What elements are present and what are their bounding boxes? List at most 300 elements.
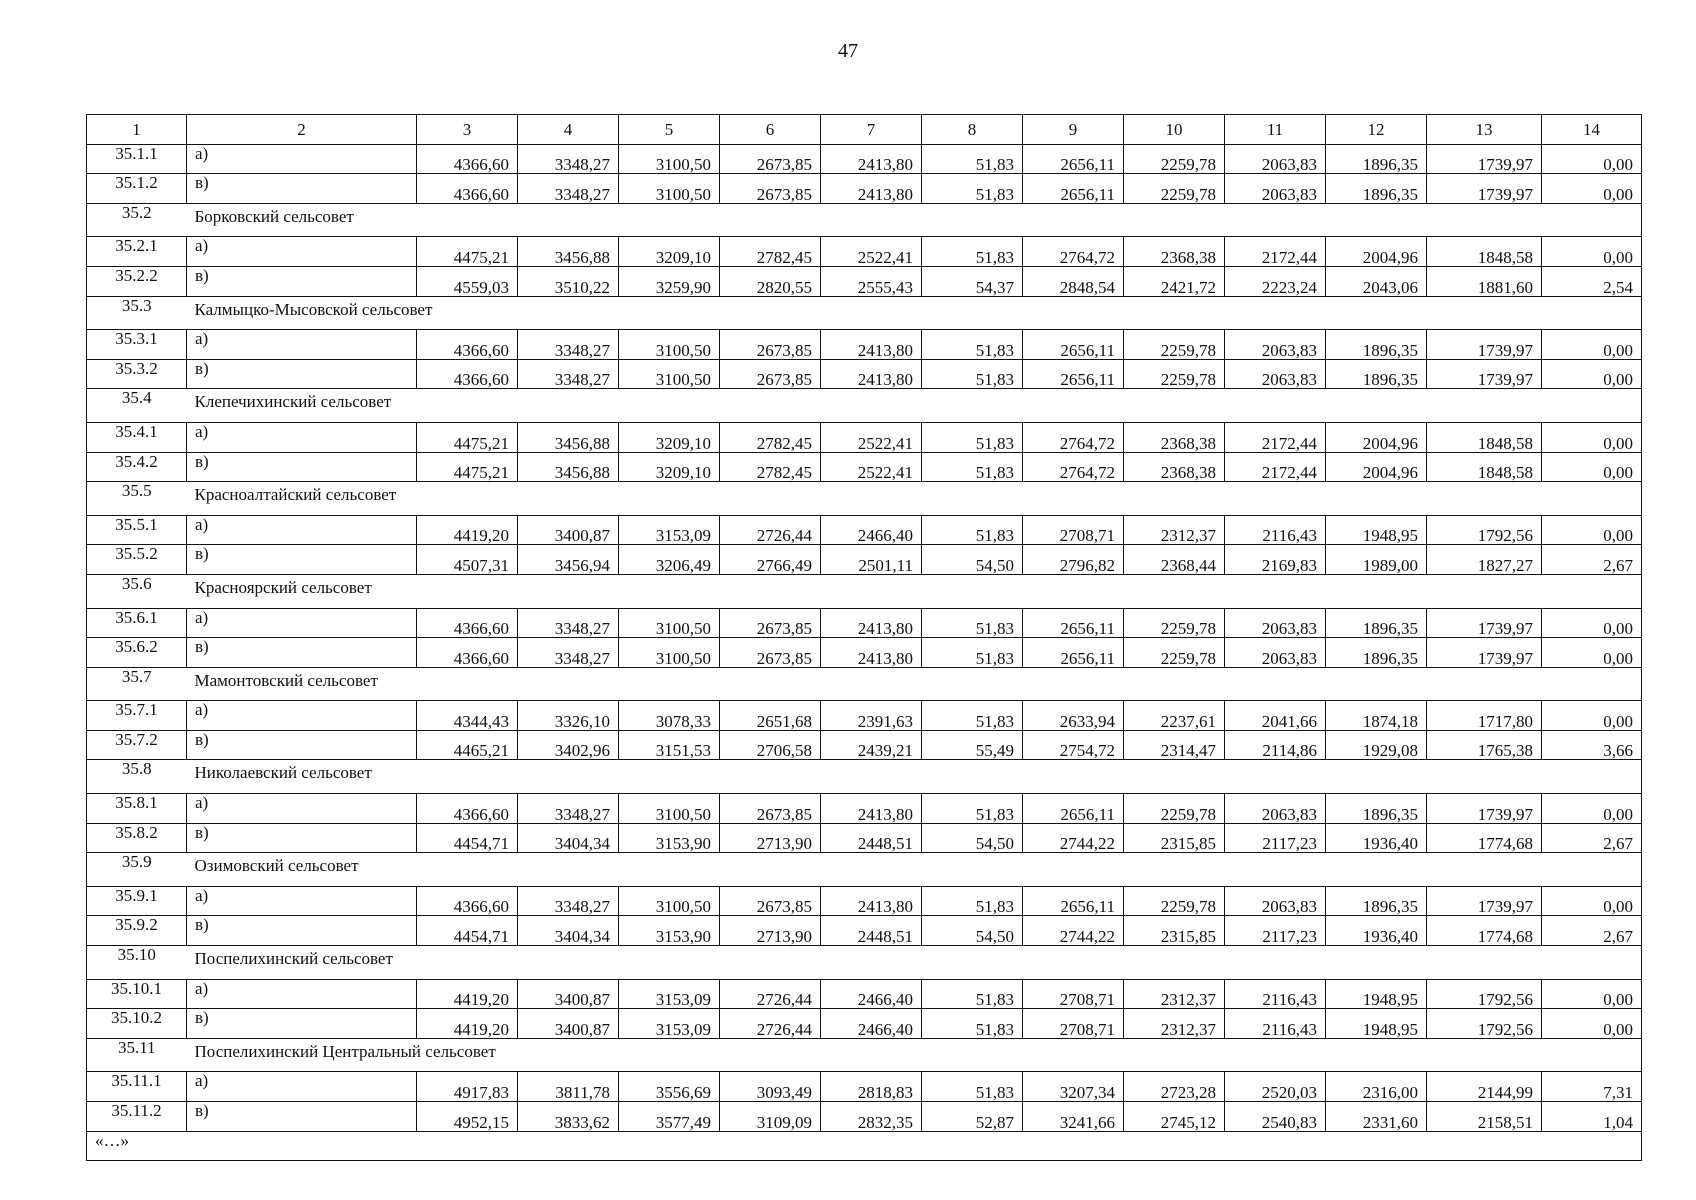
value-cell: 2466,40 bbox=[821, 1009, 922, 1039]
value-cell: 4419,20 bbox=[417, 515, 518, 545]
header-cell: 3 bbox=[417, 115, 518, 145]
row-label: в) bbox=[187, 823, 417, 853]
value-cell: 1874,18 bbox=[1326, 701, 1427, 731]
value-cell: 2041,66 bbox=[1225, 701, 1326, 731]
value-cell: 2754,72 bbox=[1023, 730, 1124, 760]
section-title: Поспелихинский сельсовет bbox=[187, 946, 1642, 980]
section-row bbox=[87, 853, 1642, 887]
value-cell: 2522,41 bbox=[821, 452, 922, 482]
value-cell: 1948,95 bbox=[1326, 979, 1427, 1009]
value-cell: 2782,45 bbox=[720, 237, 821, 267]
value-cell: 2,67 bbox=[1542, 545, 1642, 575]
value-cell: 2331,60 bbox=[1326, 1102, 1427, 1132]
table-row bbox=[87, 730, 1642, 760]
value-cell: 1739,97 bbox=[1427, 144, 1542, 174]
value-cell: 3100,50 bbox=[619, 174, 720, 204]
value-cell: 1774,68 bbox=[1427, 916, 1542, 946]
value-cell: 2713,90 bbox=[720, 823, 821, 853]
value-cell: 3153,09 bbox=[619, 979, 720, 1009]
section-row bbox=[87, 389, 1642, 423]
value-cell: 1896,35 bbox=[1326, 174, 1427, 204]
value-cell: 2723,28 bbox=[1124, 1072, 1225, 1102]
row-label: а) bbox=[187, 979, 417, 1009]
table-row bbox=[87, 237, 1642, 267]
value-cell: 2063,83 bbox=[1225, 174, 1326, 204]
value-cell: 51,83 bbox=[922, 638, 1023, 668]
value-cell: 4419,20 bbox=[417, 1009, 518, 1039]
row-label: а) bbox=[187, 144, 417, 174]
value-cell: 3100,50 bbox=[619, 608, 720, 638]
value-cell: 51,83 bbox=[922, 1072, 1023, 1102]
row-label: а) bbox=[187, 608, 417, 638]
section-title: Красноярский сельсовет bbox=[187, 574, 1642, 608]
value-cell: 4366,60 bbox=[417, 638, 518, 668]
value-cell: 2421,72 bbox=[1124, 266, 1225, 296]
value-cell: 2673,85 bbox=[720, 174, 821, 204]
table-row bbox=[87, 1102, 1642, 1132]
value-cell: 2063,83 bbox=[1225, 638, 1326, 668]
row-label: в) bbox=[187, 1009, 417, 1039]
value-cell: 51,83 bbox=[922, 452, 1023, 482]
row-code: 35.1.1 bbox=[87, 144, 187, 174]
value-cell: 1848,58 bbox=[1427, 422, 1542, 452]
value-cell: 4344,43 bbox=[417, 701, 518, 731]
value-cell: 51,83 bbox=[922, 359, 1023, 389]
value-cell: 54,50 bbox=[922, 916, 1023, 946]
header-cell: 1 bbox=[87, 115, 187, 145]
value-cell: 2522,41 bbox=[821, 237, 922, 267]
row-code: 35.5.2 bbox=[87, 545, 187, 575]
value-cell: 4507,31 bbox=[417, 545, 518, 575]
table-row bbox=[87, 886, 1642, 916]
value-cell: 2312,37 bbox=[1124, 1009, 1225, 1039]
header-cell: 11 bbox=[1225, 115, 1326, 145]
value-cell: 2413,80 bbox=[821, 608, 922, 638]
value-cell: 2656,11 bbox=[1023, 886, 1124, 916]
header-cell: 7 bbox=[821, 115, 922, 145]
row-label: в) bbox=[187, 266, 417, 296]
value-cell: 2448,51 bbox=[821, 823, 922, 853]
value-cell: 3153,90 bbox=[619, 823, 720, 853]
value-cell: 4465,21 bbox=[417, 730, 518, 760]
value-cell: 0,00 bbox=[1542, 886, 1642, 916]
value-cell: 3577,49 bbox=[619, 1102, 720, 1132]
value-cell: 4475,21 bbox=[417, 422, 518, 452]
value-cell: 1896,35 bbox=[1326, 638, 1427, 668]
value-cell: 2259,78 bbox=[1124, 359, 1225, 389]
value-cell: 2520,03 bbox=[1225, 1072, 1326, 1102]
value-cell: 3100,50 bbox=[619, 794, 720, 824]
row-code: 35.10.2 bbox=[87, 1009, 187, 1039]
row-code: 35.3.1 bbox=[87, 330, 187, 360]
value-cell: 2555,43 bbox=[821, 266, 922, 296]
value-cell: 0,00 bbox=[1542, 237, 1642, 267]
value-cell: 2,67 bbox=[1542, 823, 1642, 853]
value-cell: 4366,60 bbox=[417, 886, 518, 916]
value-cell: 4419,20 bbox=[417, 979, 518, 1009]
value-cell: 2413,80 bbox=[821, 330, 922, 360]
value-cell: 1948,95 bbox=[1326, 1009, 1427, 1039]
value-cell: 2063,83 bbox=[1225, 794, 1326, 824]
value-cell: 1739,97 bbox=[1427, 330, 1542, 360]
value-cell: 1848,58 bbox=[1427, 237, 1542, 267]
value-cell: 2413,80 bbox=[821, 638, 922, 668]
value-cell: 2782,45 bbox=[720, 452, 821, 482]
value-cell: 3556,69 bbox=[619, 1072, 720, 1102]
value-cell: 3400,87 bbox=[518, 979, 619, 1009]
header-cell: 13 bbox=[1427, 115, 1542, 145]
value-cell: 51,83 bbox=[922, 422, 1023, 452]
table-row bbox=[87, 794, 1642, 824]
value-cell: 1936,40 bbox=[1326, 916, 1427, 946]
row-code: 35.4 bbox=[87, 389, 187, 423]
row-label: в) bbox=[187, 1102, 417, 1132]
section-row bbox=[87, 1038, 1642, 1072]
value-cell: 2708,71 bbox=[1023, 979, 1124, 1009]
value-cell: 3207,34 bbox=[1023, 1072, 1124, 1102]
value-cell: 2316,00 bbox=[1326, 1072, 1427, 1102]
value-cell: 4366,60 bbox=[417, 359, 518, 389]
value-cell: 3348,27 bbox=[518, 608, 619, 638]
value-cell: 0,00 bbox=[1542, 979, 1642, 1009]
value-cell: 2726,44 bbox=[720, 1009, 821, 1039]
value-cell: 2673,85 bbox=[720, 608, 821, 638]
value-cell: 3348,27 bbox=[518, 330, 619, 360]
value-cell: 3456,94 bbox=[518, 545, 619, 575]
row-code: 35.8.1 bbox=[87, 794, 187, 824]
value-cell: 2413,80 bbox=[821, 794, 922, 824]
value-cell: 3326,10 bbox=[518, 701, 619, 731]
row-code: 35.5.1 bbox=[87, 515, 187, 545]
section-row bbox=[87, 946, 1642, 980]
section-title: Озимовский сельсовет bbox=[187, 853, 1642, 887]
value-cell: 3100,50 bbox=[619, 886, 720, 916]
value-cell: 2368,38 bbox=[1124, 422, 1225, 452]
table-row bbox=[87, 452, 1642, 482]
value-cell: 1717,80 bbox=[1427, 701, 1542, 731]
value-cell: 1792,56 bbox=[1427, 515, 1542, 545]
value-cell: 0,00 bbox=[1542, 359, 1642, 389]
table-row bbox=[87, 1009, 1642, 1039]
row-label: а) bbox=[187, 794, 417, 824]
value-cell: 2764,72 bbox=[1023, 452, 1124, 482]
value-cell: 0,00 bbox=[1542, 701, 1642, 731]
value-cell: 2673,85 bbox=[720, 330, 821, 360]
value-cell: 51,83 bbox=[922, 701, 1023, 731]
section-title: Николаевский сельсовет bbox=[187, 760, 1642, 794]
value-cell: 2656,11 bbox=[1023, 174, 1124, 204]
value-cell: 2745,12 bbox=[1124, 1102, 1225, 1132]
value-cell: 2312,37 bbox=[1124, 515, 1225, 545]
value-cell: 1739,97 bbox=[1427, 174, 1542, 204]
value-cell: 2413,80 bbox=[821, 144, 922, 174]
value-cell: 54,37 bbox=[922, 266, 1023, 296]
section-row bbox=[87, 760, 1642, 794]
value-cell: 2315,85 bbox=[1124, 916, 1225, 946]
table-row bbox=[87, 979, 1642, 1009]
value-cell: 3404,34 bbox=[518, 916, 619, 946]
value-cell: 2651,68 bbox=[720, 701, 821, 731]
value-cell: 2540,83 bbox=[1225, 1102, 1326, 1132]
row-code: 35.11 bbox=[87, 1038, 187, 1072]
value-cell: 51,83 bbox=[922, 144, 1023, 174]
section-title: Калмыцко-Мысовской сельсовет bbox=[187, 296, 1642, 330]
value-cell: 1792,56 bbox=[1427, 1009, 1542, 1039]
value-cell: 2820,55 bbox=[720, 266, 821, 296]
row-code: 35.10 bbox=[87, 946, 187, 980]
value-cell: 2848,54 bbox=[1023, 266, 1124, 296]
value-cell: 2656,11 bbox=[1023, 359, 1124, 389]
row-label: в) bbox=[187, 174, 417, 204]
value-cell: 2,54 bbox=[1542, 266, 1642, 296]
value-cell: 2259,78 bbox=[1124, 886, 1225, 916]
value-cell: 1739,97 bbox=[1427, 359, 1542, 389]
value-cell: 2713,90 bbox=[720, 916, 821, 946]
value-cell: 51,83 bbox=[922, 1009, 1023, 1039]
value-cell: 0,00 bbox=[1542, 608, 1642, 638]
value-cell: 2259,78 bbox=[1124, 638, 1225, 668]
header-cell: 6 bbox=[720, 115, 821, 145]
value-cell: 2413,80 bbox=[821, 886, 922, 916]
value-cell: 0,00 bbox=[1542, 638, 1642, 668]
value-cell: 2413,80 bbox=[821, 174, 922, 204]
table-row bbox=[87, 1072, 1642, 1102]
value-cell: 2764,72 bbox=[1023, 237, 1124, 267]
value-cell: 51,83 bbox=[922, 608, 1023, 638]
section-title: Красноалтайский сельсовет bbox=[187, 482, 1642, 516]
value-cell: 2117,23 bbox=[1225, 823, 1326, 853]
value-cell: 1739,97 bbox=[1427, 638, 1542, 668]
value-cell: 2043,06 bbox=[1326, 266, 1427, 296]
header-cell: 5 bbox=[619, 115, 720, 145]
value-cell: 2764,72 bbox=[1023, 422, 1124, 452]
value-cell: 3404,34 bbox=[518, 823, 619, 853]
value-cell: 3259,90 bbox=[619, 266, 720, 296]
value-cell: 3209,10 bbox=[619, 237, 720, 267]
value-cell: 1896,35 bbox=[1326, 359, 1427, 389]
table-row bbox=[87, 638, 1642, 668]
section-row bbox=[87, 667, 1642, 701]
value-cell: 55,49 bbox=[922, 730, 1023, 760]
value-cell: 3153,09 bbox=[619, 515, 720, 545]
value-cell: 2172,44 bbox=[1225, 237, 1326, 267]
row-code: 35.9.1 bbox=[87, 886, 187, 916]
value-cell: 51,83 bbox=[922, 174, 1023, 204]
row-code: 35.8 bbox=[87, 760, 187, 794]
value-cell: 2439,21 bbox=[821, 730, 922, 760]
value-cell: 2466,40 bbox=[821, 515, 922, 545]
continuation-mark: «…» bbox=[87, 1131, 1642, 1161]
value-cell: 3078,33 bbox=[619, 701, 720, 731]
table-row bbox=[87, 422, 1642, 452]
footer-row bbox=[87, 1131, 1642, 1161]
value-cell: 2259,78 bbox=[1124, 794, 1225, 824]
value-cell: 1848,58 bbox=[1427, 452, 1542, 482]
table-row bbox=[87, 266, 1642, 296]
row-code: 35.6 bbox=[87, 574, 187, 608]
value-cell: 2633,94 bbox=[1023, 701, 1124, 731]
value-cell: 0,00 bbox=[1542, 422, 1642, 452]
value-cell: 1948,95 bbox=[1326, 515, 1427, 545]
value-cell: 2172,44 bbox=[1225, 422, 1326, 452]
value-cell: 2706,58 bbox=[720, 730, 821, 760]
value-cell: 3153,90 bbox=[619, 916, 720, 946]
value-cell: 51,83 bbox=[922, 330, 1023, 360]
value-cell: 2223,24 bbox=[1225, 266, 1326, 296]
value-cell: 2169,83 bbox=[1225, 545, 1326, 575]
value-cell: 2708,71 bbox=[1023, 1009, 1124, 1039]
row-code: 35.9.2 bbox=[87, 916, 187, 946]
value-cell: 3400,87 bbox=[518, 1009, 619, 1039]
value-cell: 3348,27 bbox=[518, 359, 619, 389]
value-cell: 1896,35 bbox=[1326, 330, 1427, 360]
row-code: 35.10.1 bbox=[87, 979, 187, 1009]
row-code: 35.8.2 bbox=[87, 823, 187, 853]
value-cell: 3348,27 bbox=[518, 638, 619, 668]
tariff-table bbox=[86, 114, 1642, 1161]
value-cell: 51,83 bbox=[922, 515, 1023, 545]
value-cell: 3348,27 bbox=[518, 144, 619, 174]
value-cell: 1896,35 bbox=[1326, 608, 1427, 638]
table-body bbox=[87, 115, 1642, 1161]
section-row bbox=[87, 296, 1642, 330]
value-cell: 2237,61 bbox=[1124, 701, 1225, 731]
value-cell: 3811,78 bbox=[518, 1072, 619, 1102]
value-cell: 3510,22 bbox=[518, 266, 619, 296]
value-cell: 2744,22 bbox=[1023, 823, 1124, 853]
row-code: 35.7 bbox=[87, 667, 187, 701]
value-cell: 2766,49 bbox=[720, 545, 821, 575]
value-cell: 7,31 bbox=[1542, 1072, 1642, 1102]
value-cell: 2063,83 bbox=[1225, 330, 1326, 360]
value-cell: 51,83 bbox=[922, 979, 1023, 1009]
row-code: 35.6.1 bbox=[87, 608, 187, 638]
value-cell: 51,83 bbox=[922, 237, 1023, 267]
value-cell: 3209,10 bbox=[619, 422, 720, 452]
value-cell: 3100,50 bbox=[619, 144, 720, 174]
value-cell: 2063,83 bbox=[1225, 359, 1326, 389]
value-cell: 2673,85 bbox=[720, 886, 821, 916]
value-cell: 1739,97 bbox=[1427, 608, 1542, 638]
value-cell: 2004,96 bbox=[1326, 452, 1427, 482]
value-cell: 4475,21 bbox=[417, 237, 518, 267]
row-code: 35.1.2 bbox=[87, 174, 187, 204]
table-row bbox=[87, 330, 1642, 360]
row-label: а) bbox=[187, 886, 417, 916]
header-row bbox=[87, 115, 1642, 145]
value-cell: 54,50 bbox=[922, 545, 1023, 575]
value-cell: 2116,43 bbox=[1225, 979, 1326, 1009]
value-cell: 4952,15 bbox=[417, 1102, 518, 1132]
value-cell: 2368,38 bbox=[1124, 237, 1225, 267]
value-cell: 2501,11 bbox=[821, 545, 922, 575]
header-cell: 10 bbox=[1124, 115, 1225, 145]
value-cell: 1896,35 bbox=[1326, 794, 1427, 824]
row-code: 35.7.2 bbox=[87, 730, 187, 760]
table-row bbox=[87, 916, 1642, 946]
value-cell: 3100,50 bbox=[619, 359, 720, 389]
value-cell: 3348,27 bbox=[518, 886, 619, 916]
value-cell: 3100,50 bbox=[619, 638, 720, 668]
value-cell: 2063,83 bbox=[1225, 144, 1326, 174]
value-cell: 2259,78 bbox=[1124, 330, 1225, 360]
header-cell: 4 bbox=[518, 115, 619, 145]
value-cell: 0,00 bbox=[1542, 330, 1642, 360]
value-cell: 2004,96 bbox=[1326, 237, 1427, 267]
value-cell: 3109,09 bbox=[720, 1102, 821, 1132]
value-cell: 51,83 bbox=[922, 886, 1023, 916]
section-title: Борковский сельсовет bbox=[187, 203, 1642, 237]
table-row bbox=[87, 174, 1642, 204]
value-cell: 2796,82 bbox=[1023, 545, 1124, 575]
row-label: в) bbox=[187, 730, 417, 760]
value-cell: 3100,50 bbox=[619, 330, 720, 360]
row-code: 35.5 bbox=[87, 482, 187, 516]
value-cell: 0,00 bbox=[1542, 794, 1642, 824]
value-cell: 2656,11 bbox=[1023, 144, 1124, 174]
header-cell: 14 bbox=[1542, 115, 1642, 145]
row-code: 35.11.2 bbox=[87, 1102, 187, 1132]
value-cell: 2673,85 bbox=[720, 144, 821, 174]
value-cell: 2063,83 bbox=[1225, 608, 1326, 638]
table-row bbox=[87, 359, 1642, 389]
value-cell: 2116,43 bbox=[1225, 515, 1326, 545]
value-cell: 2004,96 bbox=[1326, 422, 1427, 452]
value-cell: 0,00 bbox=[1542, 515, 1642, 545]
row-label: а) bbox=[187, 701, 417, 731]
value-cell: 2744,22 bbox=[1023, 916, 1124, 946]
value-cell: 1827,27 bbox=[1427, 545, 1542, 575]
table-row bbox=[87, 608, 1642, 638]
value-cell: 2114,86 bbox=[1225, 730, 1326, 760]
row-label: а) bbox=[187, 515, 417, 545]
value-cell: 3241,66 bbox=[1023, 1102, 1124, 1132]
value-cell: 4366,60 bbox=[417, 174, 518, 204]
row-code: 35.11.1 bbox=[87, 1072, 187, 1102]
value-cell: 4366,60 bbox=[417, 608, 518, 638]
value-cell: 2315,85 bbox=[1124, 823, 1225, 853]
value-cell: 4917,83 bbox=[417, 1072, 518, 1102]
value-cell: 0,00 bbox=[1542, 144, 1642, 174]
row-label: в) bbox=[187, 638, 417, 668]
row-code: 35.2 bbox=[87, 203, 187, 237]
value-cell: 0,00 bbox=[1542, 452, 1642, 482]
value-cell: 4559,03 bbox=[417, 266, 518, 296]
row-code: 35.6.2 bbox=[87, 638, 187, 668]
section-title: Мамонтовский сельсовет bbox=[187, 667, 1642, 701]
value-cell: 3209,10 bbox=[619, 452, 720, 482]
header-cell: 12 bbox=[1326, 115, 1427, 145]
value-cell: 4366,60 bbox=[417, 330, 518, 360]
value-cell: 1881,60 bbox=[1427, 266, 1542, 296]
value-cell: 2063,83 bbox=[1225, 886, 1326, 916]
value-cell: 2314,47 bbox=[1124, 730, 1225, 760]
row-label: а) bbox=[187, 422, 417, 452]
value-cell: 2259,78 bbox=[1124, 174, 1225, 204]
value-cell: 2158,51 bbox=[1427, 1102, 1542, 1132]
value-cell: 2656,11 bbox=[1023, 794, 1124, 824]
value-cell: 3348,27 bbox=[518, 174, 619, 204]
value-cell: 2117,23 bbox=[1225, 916, 1326, 946]
header-cell: 9 bbox=[1023, 115, 1124, 145]
value-cell: 3348,27 bbox=[518, 794, 619, 824]
table-row bbox=[87, 515, 1642, 545]
row-code: 35.9 bbox=[87, 853, 187, 887]
value-cell: 51,83 bbox=[922, 794, 1023, 824]
value-cell: 2259,78 bbox=[1124, 144, 1225, 174]
value-cell: 3093,49 bbox=[720, 1072, 821, 1102]
row-label: а) bbox=[187, 1072, 417, 1102]
